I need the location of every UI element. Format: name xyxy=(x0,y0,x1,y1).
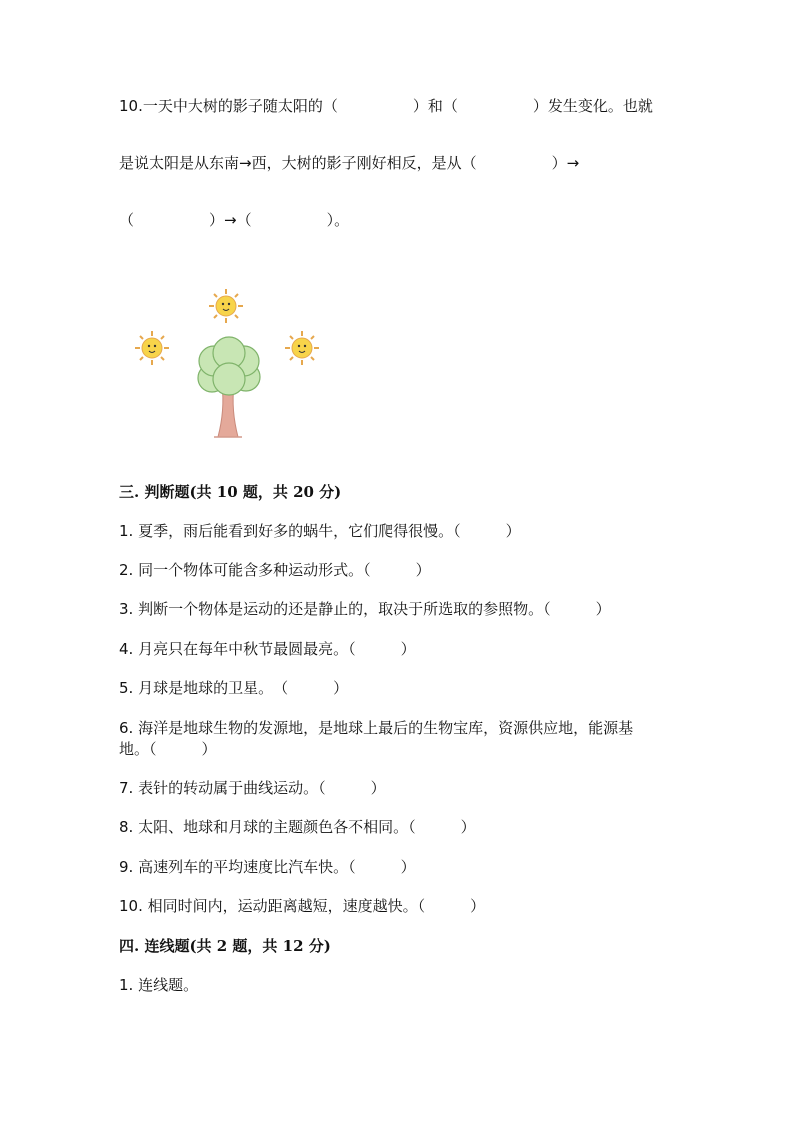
judge-item-8: 8. 太阳、地球和月球的主题颜色各不相同。（ ） xyxy=(119,818,476,836)
sun-tree-illustration xyxy=(130,285,330,445)
question-10-line-3: （ ）→（ ）。 xyxy=(119,211,350,229)
tree-icon xyxy=(198,337,260,437)
matching-item-1: 1. 连线题。 xyxy=(119,976,199,994)
judge-item-9: 9. 高速列车的平均速度比汽车快。（ ） xyxy=(119,858,416,876)
sun-icon-left xyxy=(135,331,169,365)
judge-item-3: 3. 判断一个物体是运动的还是静止的，取决于所选取的参照物。（ ） xyxy=(119,600,611,618)
judge-item-6-line-1: 6. 海洋是地球生物的发源地，是地球上最后的生物宝库，资源供应地，能源基 xyxy=(119,719,634,737)
section-3-heading: 三. 判断题(共 10 题，共 20 分) xyxy=(119,483,342,501)
judge-item-7: 7. 表针的转动属于曲线运动。（ ） xyxy=(119,779,386,797)
judge-item-10: 10. 相同时间内，运动距离越短，速度越快。（ ） xyxy=(119,897,486,915)
judge-item-2: 2. 同一个物体可能含多种运动形式。（ ） xyxy=(119,561,431,579)
question-10-line-1: 10.一天中大树的影子随太阳的（ ）和（ ）发生变化。也就 xyxy=(119,97,653,115)
judge-item-4: 4. 月亮只在每年中秋节最圆最亮。（ ） xyxy=(119,640,416,658)
judge-item-6-line-2: 地。（ ） xyxy=(119,740,217,758)
sun-icon-right xyxy=(285,331,319,365)
judge-item-5: 5. 月球是地球的卫星。 （ ） xyxy=(119,679,349,697)
judge-item-1: 1. 夏季，雨后能看到好多的蜗牛，它们爬得很慢。（ ） xyxy=(119,522,521,540)
question-10-line-2: 是说太阳是从东南→西，大树的影子刚好相反，是从（ ）→ xyxy=(119,154,580,172)
section-4-heading: 四. 连线题(共 2 题，共 12 分) xyxy=(119,937,331,955)
sun-icon-top xyxy=(209,289,243,323)
